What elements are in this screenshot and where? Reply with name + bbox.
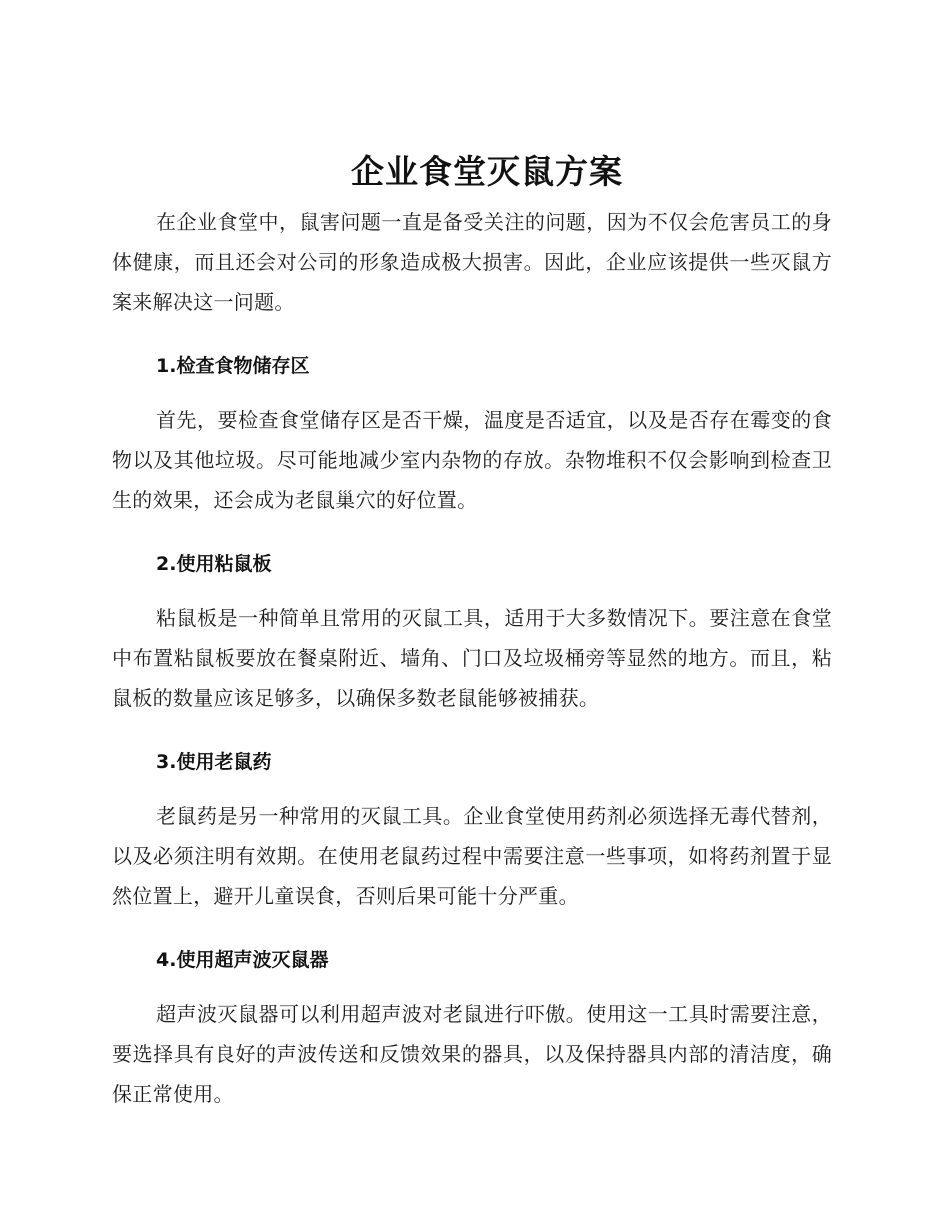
document-title: 企业食堂灭鼠方案	[351, 152, 623, 191]
section-heading-2: 2.使用粘鼠板	[156, 553, 272, 575]
section-body-4: 超声波灭鼠器可以利用超声波对老鼠进行吓傲。使用这一工具时需要注意，要选择具有良好的声波传送和反馈效果的器具，以及保持器具内部的清洁度，确保正常使用。	[112, 1002, 832, 1106]
section-heading-1: 1.检查食物储存区	[156, 355, 310, 377]
section-body-1: 首先，要检查食堂储存区是否干燥，温度是否适宜，以及是否存在霉变的食物以及其他垃圾。尽可能地减少室内杂物的存放。杂物堆积不仅会影响到检查卫生的效果，还会成为老鼠巢穴的好位置。	[112, 408, 832, 512]
section-body-3: 老鼠药是另一种常用的灭鼠工具。企业食堂使用药剂必须选择无毒代替剂，以及必须注明有效期。在使用老鼠药过程中需要注意一些事项，如将药剂置于显然位置上，避开儿童误食，否则后果可能十分严重。	[112, 804, 832, 908]
document-page	[112, 150, 832, 1114]
intro-paragraph: 在企业食堂中，鼠害问题一直是备受关注的问题，因为不仅会危害员工的身体健康，而且还会对公司的形象造成极大损害。因此，企业应该提供一些灭鼠方案来解决这一问题。	[112, 210, 832, 314]
section-heading-4: 4.使用超声波灭鼠器	[156, 949, 329, 971]
section-body-2: 粘鼠板是一种简单且常用的灭鼠工具，适用于大多数情况下。要注意在食堂中布置粘鼠板要放在餐桌附近、墙角、门口及垃圾桶旁等显然的地方。而且，粘鼠板的数量应该足够多，以确保多数老鼠能够被捕获。	[112, 606, 832, 710]
section-heading-3: 3.使用老鼠药	[156, 751, 272, 773]
